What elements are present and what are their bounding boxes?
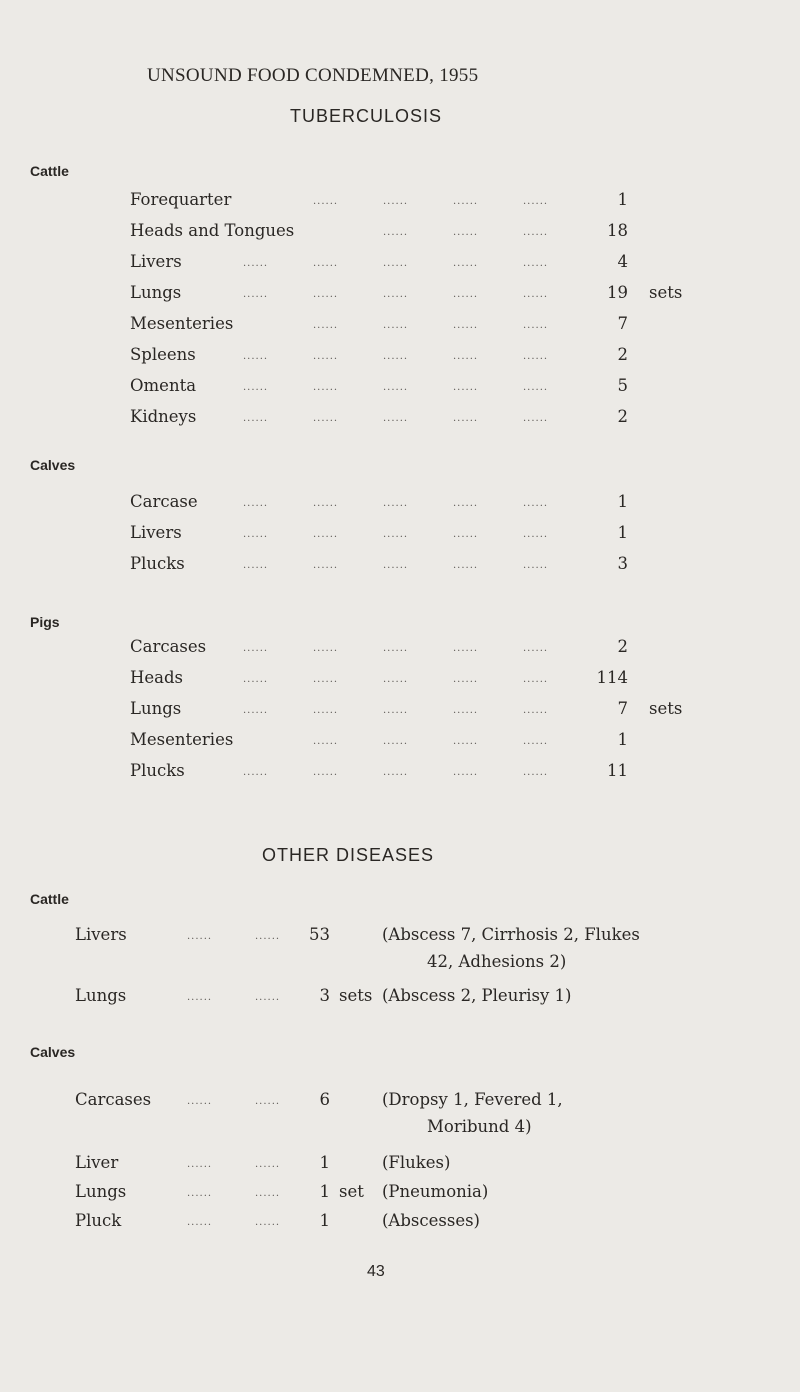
table-row-unit: sets: [649, 283, 683, 302]
dot-leader: ......: [255, 1217, 281, 1228]
dot-leader: ......: [243, 289, 269, 300]
table-row-item: Carcase: [130, 492, 198, 511]
table-row-value: 3: [319, 986, 330, 1005]
dot-leader: ......: [243, 351, 269, 362]
table-row-item: Pluck: [75, 1211, 122, 1230]
table-row-note-continued: 42, Adhesions 2): [427, 952, 567, 971]
dot-leader: ......: [243, 674, 269, 685]
table-row-note-continued: Moribund 4): [427, 1117, 532, 1136]
dot-leader: ......: [383, 767, 409, 778]
table-row-item: Carcases: [130, 637, 207, 656]
dot-leader: ......: [453, 529, 479, 540]
table-row-value: 3: [617, 554, 628, 573]
dot-leader: ......: [313, 705, 339, 716]
dot-leader: ......: [453, 674, 479, 685]
dot-leader: ......: [313, 196, 339, 207]
dot-leader: ......: [187, 1159, 213, 1170]
dot-leader: ......: [243, 767, 269, 778]
table-row-item: Heads and Tongues: [130, 221, 295, 240]
dot-leader: ......: [243, 529, 269, 540]
dot-leader: ......: [187, 1096, 213, 1107]
table-row-note: (Dropsy 1, Fevered 1,: [382, 1090, 563, 1109]
dot-leader: ......: [255, 992, 281, 1003]
dot-leader: ......: [523, 227, 549, 238]
table-row-value: 7: [617, 699, 628, 718]
dot-leader: ......: [523, 767, 549, 778]
dot-leader: ......: [313, 289, 339, 300]
dot-leader: ......: [523, 736, 549, 747]
dot-leader: ......: [243, 498, 269, 509]
table-row-value: 4: [617, 252, 628, 271]
dot-leader: ......: [453, 382, 479, 393]
table-row-item: Lungs: [130, 699, 182, 718]
heading-cattle: Cattle: [30, 163, 69, 179]
table-row-item: Plucks: [130, 761, 185, 780]
dot-leader: ......: [243, 258, 269, 269]
dot-leader: ......: [243, 413, 269, 424]
dot-leader: ......: [523, 382, 549, 393]
dot-leader: ......: [453, 227, 479, 238]
table-row-value: 1: [319, 1153, 330, 1172]
dot-leader: ......: [383, 736, 409, 747]
table-row-item: Mesenteries: [130, 314, 234, 333]
dot-leader: ......: [313, 498, 339, 509]
dot-leader: ......: [383, 289, 409, 300]
table-row-item: Heads: [130, 668, 184, 687]
dot-leader: ......: [453, 351, 479, 362]
table-row-item: Livers: [75, 925, 127, 944]
dot-leader: ......: [453, 498, 479, 509]
page-number: 43: [367, 1263, 385, 1280]
heading-other-calves: Calves: [30, 1044, 76, 1060]
table-row-value: 18: [607, 221, 628, 240]
dot-leader: ......: [187, 992, 213, 1003]
dot-leader: ......: [255, 1096, 281, 1107]
table-row-unit: sets: [339, 986, 373, 1005]
dot-leader: ......: [383, 529, 409, 540]
table-row-item: Mesenteries: [130, 730, 234, 749]
dot-leader: ......: [383, 413, 409, 424]
dot-leader: ......: [523, 674, 549, 685]
dot-leader: ......: [313, 413, 339, 424]
dot-leader: ......: [243, 705, 269, 716]
table-row-item: Spleens: [130, 345, 196, 364]
dot-leader: ......: [523, 498, 549, 509]
table-row-value: 2: [617, 637, 628, 656]
dot-leader: ......: [453, 196, 479, 207]
table-row-value: 1: [617, 730, 628, 749]
dot-leader: ......: [255, 1188, 281, 1199]
dot-leader: ......: [453, 767, 479, 778]
dot-leader: ......: [383, 498, 409, 509]
heading-pigs: Pigs: [30, 614, 60, 630]
table-row-unit: sets: [649, 699, 683, 718]
dot-leader: ......: [523, 258, 549, 269]
table-row-value: 5: [617, 376, 628, 395]
dot-leader: ......: [255, 931, 281, 942]
dot-leader: ......: [453, 560, 479, 571]
table-row-item: Plucks: [130, 554, 185, 573]
dot-leader: ......: [313, 382, 339, 393]
dot-leader: ......: [383, 382, 409, 393]
dot-leader: ......: [313, 767, 339, 778]
dot-leader: ......: [383, 674, 409, 685]
dot-leader: ......: [453, 258, 479, 269]
table-row-note: (Abscess 7, Cirrhosis 2, Flukes: [382, 925, 640, 944]
table-row-item: Lungs: [130, 283, 182, 302]
dot-leader: ......: [313, 560, 339, 571]
table-row-item: Carcases: [75, 1090, 152, 1109]
table-row-item: Kidneys: [130, 407, 197, 426]
dot-leader: ......: [313, 643, 339, 654]
table-row-unit: set: [339, 1182, 364, 1201]
dot-leader: ......: [243, 643, 269, 654]
dot-leader: ......: [313, 674, 339, 685]
dot-leader: ......: [383, 196, 409, 207]
dot-leader: ......: [453, 413, 479, 424]
dot-leader: ......: [383, 560, 409, 571]
dot-leader: ......: [453, 705, 479, 716]
table-row-item: Livers: [130, 523, 182, 542]
dot-leader: ......: [523, 289, 549, 300]
dot-leader: ......: [383, 351, 409, 362]
table-row-note: (Pneumonia): [382, 1182, 489, 1201]
dot-leader: ......: [187, 1217, 213, 1228]
table-row-value: 2: [617, 345, 628, 364]
dot-leader: ......: [523, 529, 549, 540]
table-row-value: 7: [617, 314, 628, 333]
table-row-value: 1: [617, 523, 628, 542]
table-row-item: Lungs: [75, 986, 127, 1005]
dot-leader: ......: [313, 320, 339, 331]
dot-leader: ......: [187, 1188, 213, 1199]
heading-other-cattle: Cattle: [30, 891, 69, 907]
dot-leader: ......: [453, 643, 479, 654]
dot-leader: ......: [243, 560, 269, 571]
table-row-item: Lungs: [75, 1182, 127, 1201]
dot-leader: ......: [453, 320, 479, 331]
table-row-item: Forequarter: [130, 190, 232, 209]
section-title-tuberculosis: TUBERCULOSIS: [290, 106, 443, 126]
dot-leader: ......: [255, 1159, 281, 1170]
table-row-note: (Abscess 2, Pleurisy 1): [382, 986, 572, 1005]
dot-leader: ......: [453, 289, 479, 300]
dot-leader: ......: [313, 351, 339, 362]
page-title: UNSOUND FOOD CONDEMNED, 1955: [147, 65, 479, 86]
table-row-value: 53: [309, 925, 330, 944]
table-row-note: (Abscesses): [382, 1211, 480, 1230]
dot-leader: ......: [523, 351, 549, 362]
table-row-item: Omenta: [130, 376, 197, 395]
dot-leader: ......: [243, 382, 269, 393]
dot-leader: ......: [523, 413, 549, 424]
table-row-note: (Flukes): [382, 1153, 451, 1172]
table-row-item: Livers: [130, 252, 182, 271]
dot-leader: ......: [313, 736, 339, 747]
dot-leader: ......: [523, 560, 549, 571]
dot-leader: ......: [383, 258, 409, 269]
table-row-value: 11: [607, 761, 628, 780]
dot-leader: ......: [523, 196, 549, 207]
dot-leader: ......: [523, 705, 549, 716]
dot-leader: ......: [383, 705, 409, 716]
dot-leader: ......: [187, 931, 213, 942]
dot-leader: ......: [383, 643, 409, 654]
table-row-value: 114: [596, 668, 628, 687]
table-row-item: Liver: [75, 1153, 119, 1172]
table-row-value: 1: [319, 1182, 330, 1201]
dot-leader: ......: [383, 227, 409, 238]
table-row-value: 2: [617, 407, 628, 426]
dot-leader: ......: [523, 643, 549, 654]
dot-leader: ......: [383, 320, 409, 331]
dot-leader: ......: [523, 320, 549, 331]
table-row-value: 19: [607, 283, 628, 302]
table-row-value: 1: [617, 492, 628, 511]
table-row-value: 1: [617, 190, 628, 209]
heading-calves: Calves: [30, 457, 76, 473]
dot-leader: ......: [313, 529, 339, 540]
table-row-value: 6: [319, 1090, 330, 1109]
table-row-value: 1: [319, 1211, 330, 1230]
section-title-other-diseases: OTHER DISEASES: [262, 845, 435, 865]
dot-leader: ......: [453, 736, 479, 747]
dot-leader: ......: [313, 258, 339, 269]
